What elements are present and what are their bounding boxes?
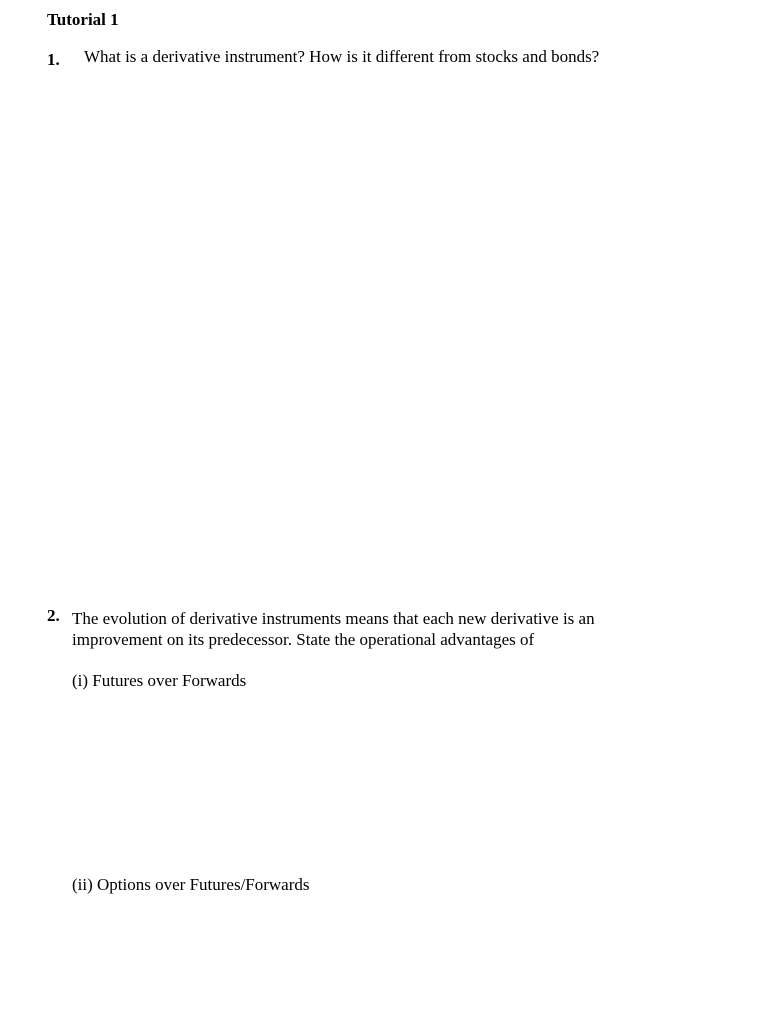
question-1-text: What is a derivative instrument? How is it different from stocks and bonds? (84, 47, 600, 66)
page-title: Tutorial 1 (47, 10, 119, 29)
question-2-text: The evolution of derivative instruments means that each new derivative is an improvement on its predecessor. State the operational advantages of (72, 609, 595, 649)
question-1-number: 1. (47, 50, 60, 69)
question-2-number: 2. (47, 606, 60, 625)
question-2-part-i: (i) Futures over Forwards (72, 671, 247, 690)
question-2-part-ii: (ii) Options over Futures/Forwards (72, 875, 310, 894)
